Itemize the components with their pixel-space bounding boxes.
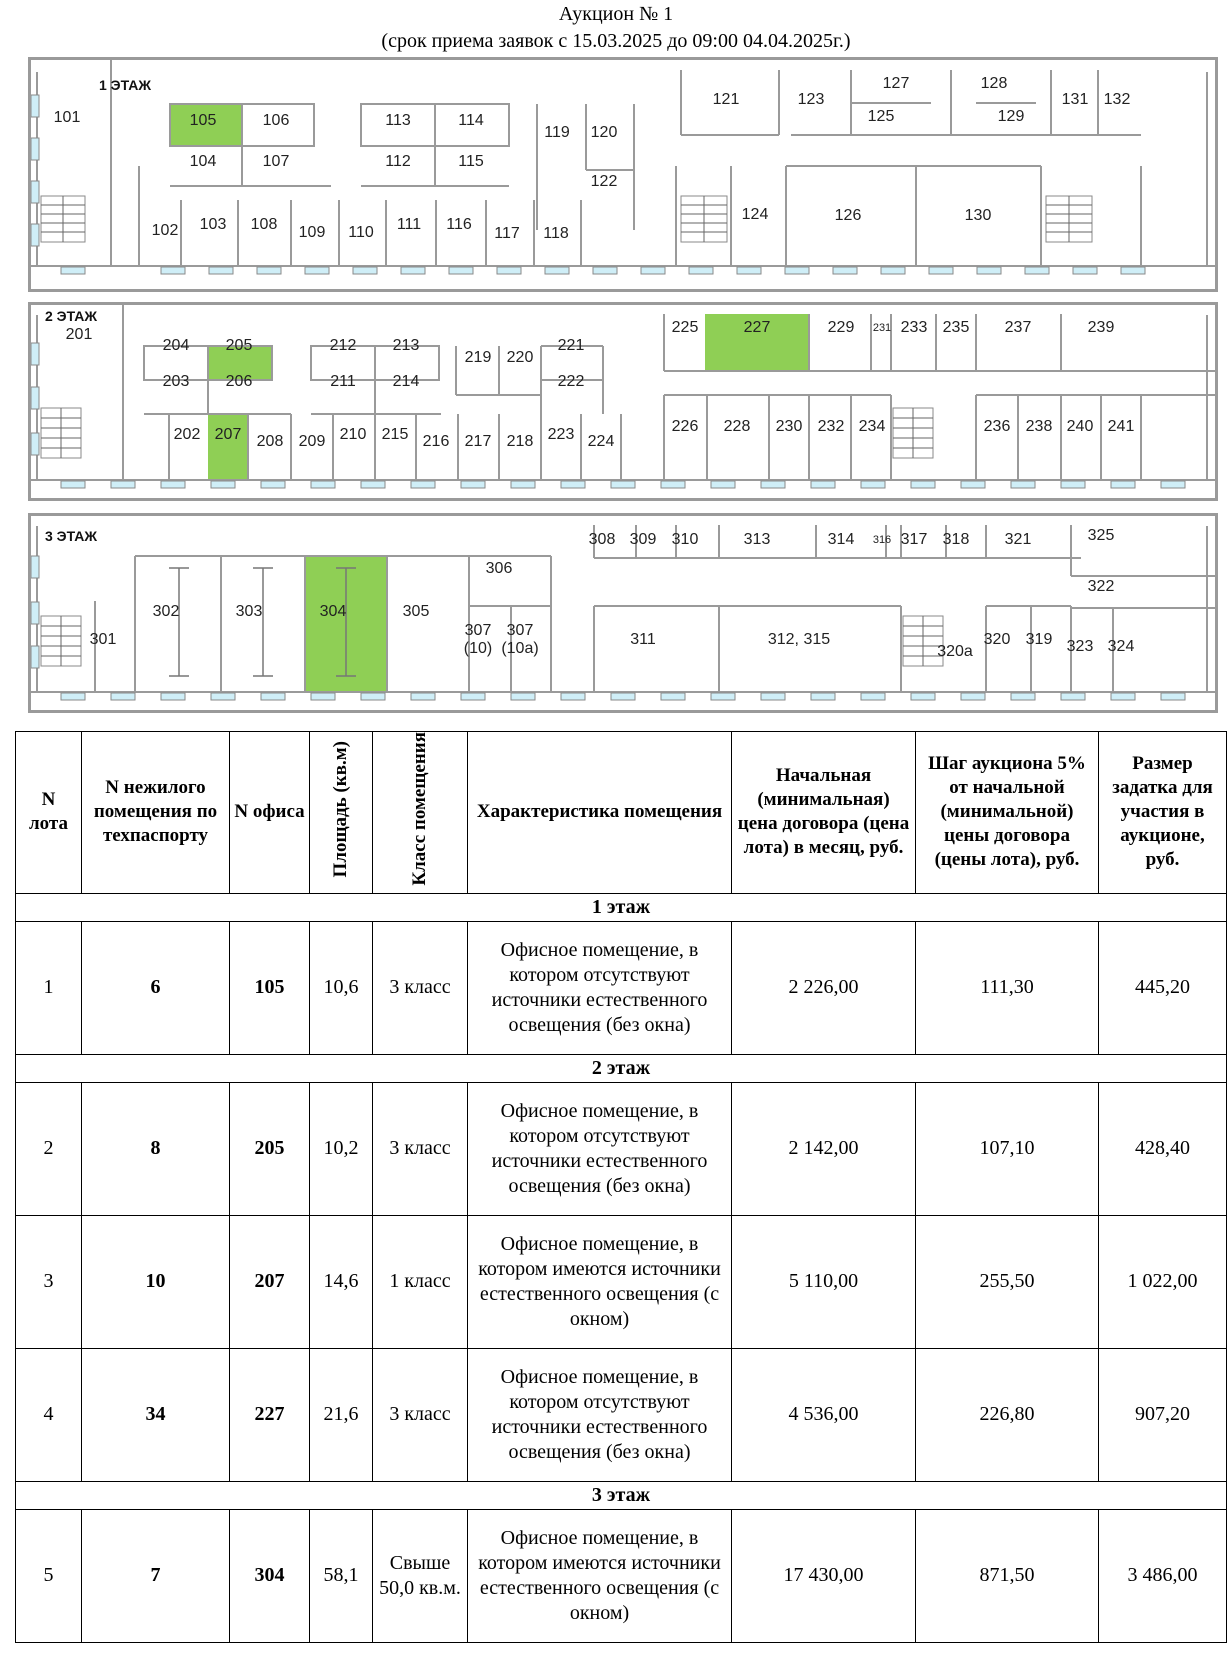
- room-230: 230: [775, 418, 803, 435]
- room-306: 306: [485, 560, 513, 577]
- room-129: 129: [997, 108, 1025, 125]
- room-125: 125: [867, 108, 895, 125]
- cell-step: 107,10: [916, 1082, 1099, 1215]
- room-212: 212: [329, 337, 357, 354]
- room-112: 112: [385, 153, 411, 170]
- cell-description: Офисное помещение, в котором имеются источники естественного освещения (с окном): [468, 1215, 732, 1348]
- header-description: Характеристика помещения: [468, 732, 732, 894]
- section-row: [16, 1054, 1227, 1082]
- floor-1-walls: [31, 60, 1215, 289]
- room-235: 235: [942, 319, 970, 336]
- room-213: 213: [392, 337, 420, 354]
- room-121: 121: [712, 91, 740, 108]
- room-205: 205: [225, 337, 253, 354]
- room-320a: 320а: [937, 643, 973, 660]
- cell-price: 2 226,00: [732, 921, 916, 1054]
- room-211: 211: [330, 373, 356, 390]
- room-316: 316: [872, 534, 892, 546]
- section-floor-1: 1 этаж: [16, 893, 1227, 921]
- table-row: [16, 1348, 1227, 1481]
- room-126: 126: [834, 207, 862, 224]
- room-239: 239: [1087, 319, 1115, 336]
- room-317: 317: [900, 531, 928, 548]
- cell-room: 7: [82, 1509, 230, 1642]
- room-108: 108: [250, 216, 278, 233]
- room-323: 323: [1066, 638, 1094, 655]
- cell-area: 58,1: [310, 1509, 373, 1642]
- room-232: 232: [817, 418, 845, 435]
- room-320: 320: [983, 631, 1011, 648]
- room-303: 303: [235, 603, 263, 620]
- room-114: 114: [458, 112, 484, 129]
- room-102: 102: [151, 222, 179, 239]
- room-310: 310: [671, 531, 699, 548]
- cell-description: Офисное помещение, в котором имеются источники естественного освещения (с окном): [468, 1509, 732, 1642]
- table-header-row: [16, 732, 1227, 894]
- cell-description: Офисное помещение, в котором отсутствуют источники естественного освещения (без окна): [468, 1348, 732, 1481]
- room-233: 233: [900, 319, 928, 336]
- cell-price: 17 430,00: [732, 1509, 916, 1642]
- room-302: 302: [152, 603, 180, 620]
- room-132: 132: [1103, 91, 1131, 108]
- room-109: 109: [298, 224, 326, 241]
- room-308: 308: [588, 531, 616, 548]
- room-131: 131: [1061, 91, 1089, 108]
- header-office-number: N офиса: [230, 732, 310, 894]
- floor-2-label: 2 ЭТАЖ: [45, 308, 98, 324]
- cell-lot: 2: [16, 1082, 82, 1215]
- header-class: Класс помещения: [373, 732, 468, 894]
- room-309: 309: [629, 531, 657, 548]
- room-305: 305: [402, 603, 430, 620]
- room-215: 215: [381, 426, 409, 443]
- room-241: 241: [1107, 418, 1135, 435]
- room-113: 113: [385, 112, 411, 129]
- cell-class: 3 класс: [373, 921, 468, 1054]
- room-301: 301: [89, 631, 117, 648]
- section-row: [16, 893, 1227, 921]
- room-228: 228: [723, 418, 751, 435]
- room-225: 225: [671, 319, 699, 336]
- room-110: 110: [348, 224, 374, 241]
- highlight-room-207: [208, 414, 248, 480]
- room-304: 304: [319, 603, 347, 620]
- cell-office: 227: [230, 1348, 310, 1481]
- room-206: 206: [225, 373, 253, 390]
- room-238: 238: [1025, 418, 1053, 435]
- room-116: 116: [446, 216, 472, 233]
- room-307-10: 307 (10): [463, 622, 493, 657]
- room-111: 111: [396, 216, 422, 233]
- table-row: [16, 921, 1227, 1054]
- cell-office: 105: [230, 921, 310, 1054]
- room-324: 324: [1107, 638, 1135, 655]
- header-area: Площадь (кв.м): [310, 732, 373, 894]
- cell-description: Офисное помещение, в котором отсутствуют источники естественного освещения (без окна): [468, 1082, 732, 1215]
- room-240: 240: [1066, 418, 1094, 435]
- room-321: 321: [1004, 531, 1032, 548]
- room-106: 106: [262, 112, 290, 129]
- room-118: 118: [543, 225, 569, 242]
- room-311: 311: [630, 631, 656, 648]
- cell-price: 4 536,00: [732, 1348, 916, 1481]
- room-319: 319: [1025, 631, 1053, 648]
- room-217: 217: [464, 433, 492, 450]
- room-107: 107: [262, 153, 290, 170]
- room-115: 115: [458, 153, 484, 170]
- room-226: 226: [671, 418, 699, 435]
- cell-step: 226,80: [916, 1348, 1099, 1481]
- cell-class: 1 класс: [373, 1215, 468, 1348]
- table-row: [16, 1082, 1227, 1215]
- room-218: 218: [506, 433, 534, 450]
- page-subtitle: (срок приема заявок с 15.03.2025 до 09:00 04.04.2025г.): [381, 30, 851, 52]
- room-223: 223: [547, 426, 575, 443]
- header-lot-number: N лота: [16, 732, 82, 894]
- room-237: 237: [1004, 319, 1032, 336]
- room-236: 236: [983, 418, 1011, 435]
- cell-class: Свыше 50,0 кв.м.: [373, 1509, 468, 1642]
- room-203: 203: [162, 373, 190, 390]
- floor-1-label: 1 ЭТАЖ: [99, 77, 152, 93]
- room-122: 122: [590, 173, 618, 190]
- cell-room: 6: [82, 921, 230, 1054]
- floor-plan-1: [28, 57, 1218, 292]
- cell-lot: 5: [16, 1509, 82, 1642]
- room-207: 207: [214, 426, 242, 443]
- room-204: 204: [162, 337, 190, 354]
- room-222: 222: [557, 373, 585, 390]
- room-201: 201: [65, 326, 93, 343]
- cell-office: 304: [230, 1509, 310, 1642]
- cell-office: 207: [230, 1215, 310, 1348]
- room-231: 231: [872, 322, 892, 334]
- room-103: 103: [199, 216, 227, 233]
- room-216: 216: [422, 433, 450, 450]
- header-start-price: Начальная (минимальная) цена договора (цена лота) в месяц, руб.: [732, 732, 916, 894]
- room-318: 318: [942, 531, 970, 548]
- room-120: 120: [590, 124, 618, 141]
- floor-plan-3: [28, 513, 1218, 713]
- cell-class: 3 класс: [373, 1348, 468, 1481]
- room-101: 101: [53, 109, 81, 126]
- room-220: 220: [506, 349, 534, 366]
- section-row: [16, 1481, 1227, 1509]
- room-210: 210: [339, 426, 367, 443]
- room-307-10a: 307 (10а): [501, 622, 539, 657]
- room-130: 130: [964, 207, 992, 224]
- cell-price: 5 110,00: [732, 1215, 916, 1348]
- cell-step: 871,50: [916, 1509, 1099, 1642]
- room-229: 229: [827, 319, 855, 336]
- floor-3-walls: [31, 516, 1215, 710]
- floor-3-label: 3 ЭТАЖ: [45, 528, 98, 544]
- cell-room: 8: [82, 1082, 230, 1215]
- cell-lot: 4: [16, 1348, 82, 1481]
- room-117: 117: [494, 225, 520, 242]
- room-313: 313: [743, 531, 771, 548]
- room-105: 105: [189, 112, 217, 129]
- header-room-number: N нежилого помещения по техпаспорту: [82, 732, 230, 894]
- cell-deposit: 428,40: [1099, 1082, 1227, 1215]
- cell-step: 111,30: [916, 921, 1099, 1054]
- floor-2-walls: [31, 305, 1215, 498]
- cell-price: 2 142,00: [732, 1082, 916, 1215]
- table-row: [16, 1509, 1227, 1642]
- header-deposit: Размер задатка для участия в аукционе, руб.: [1099, 732, 1227, 894]
- room-224: 224: [587, 433, 615, 450]
- room-219: 219: [464, 349, 492, 366]
- cell-area: 14,6: [310, 1215, 373, 1348]
- cell-step: 255,50: [916, 1215, 1099, 1348]
- room-208: 208: [256, 433, 284, 450]
- cell-deposit: 907,20: [1099, 1348, 1227, 1481]
- cell-deposit: 3 486,00: [1099, 1509, 1227, 1642]
- room-202: 202: [173, 426, 201, 443]
- page-title: Аукцион № 1: [558, 3, 674, 25]
- cell-deposit: 445,20: [1099, 921, 1227, 1054]
- table-row: [16, 1215, 1227, 1348]
- room-123: 123: [797, 91, 825, 108]
- room-227: 227: [743, 319, 771, 336]
- room-325: 325: [1087, 527, 1115, 544]
- room-314: 314: [827, 531, 855, 548]
- cell-area: 21,6: [310, 1348, 373, 1481]
- lots-table: [15, 731, 1227, 1643]
- room-312-315: 312, 315: [767, 631, 831, 648]
- cell-room: 10: [82, 1215, 230, 1348]
- room-214: 214: [392, 373, 420, 390]
- cell-class: 3 класс: [373, 1082, 468, 1215]
- cell-deposit: 1 022,00: [1099, 1215, 1227, 1348]
- cell-area: 10,6: [310, 921, 373, 1054]
- room-221: 221: [557, 337, 585, 354]
- room-128: 128: [980, 75, 1008, 92]
- cell-description: Офисное помещение, в котором отсутствуют источники естественного освещения (без окна): [468, 921, 732, 1054]
- floor-plan-2: [28, 302, 1218, 501]
- cell-lot: 1: [16, 921, 82, 1054]
- room-119: 119: [544, 124, 570, 141]
- section-floor-2: 2 этаж: [16, 1054, 1227, 1082]
- header-auction-step: Шаг аукциона 5% от начальной (минимальной) цены договора (цены лота), руб.: [916, 732, 1099, 894]
- cell-area: 10,2: [310, 1082, 373, 1215]
- room-124: 124: [741, 206, 769, 223]
- room-322: 322: [1087, 578, 1115, 595]
- room-234: 234: [858, 418, 886, 435]
- cell-office: 205: [230, 1082, 310, 1215]
- room-104: 104: [189, 153, 217, 170]
- room-209: 209: [298, 433, 326, 450]
- cell-lot: 3: [16, 1215, 82, 1348]
- room-127: 127: [882, 75, 910, 92]
- cell-room: 34: [82, 1348, 230, 1481]
- section-floor-3: 3 этаж: [16, 1481, 1227, 1509]
